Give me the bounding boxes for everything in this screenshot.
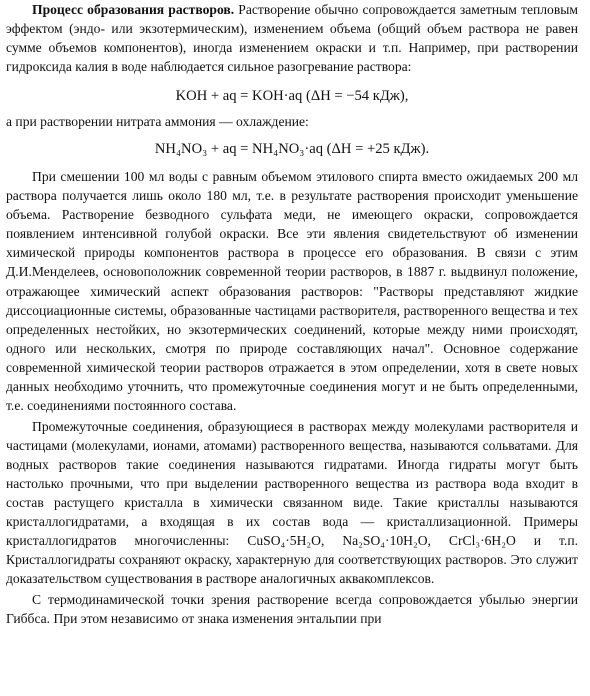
paragraph-1-text: Растворение обычно сопровождается заметным тепловым эффектом (эндо- или экзотермическим), изменением объема (общий объем раствора не равен сумме объемов компонентов), иногда изменением окраски и т.п. Например, при растворении гидроксида калия в воде наблюдается сильное разогревание раствора: (6, 2, 578, 75)
formula-koh: KOH + aq = KOH·aq (ΔH = −54 кДж), (175, 88, 409, 105)
section-heading: Процесс образования растворов. (32, 2, 235, 17)
paragraph-thermodynamics: С термодинамической точки зрения растворение всегда сопровождается убылью энергии Гиббса. При этом независимо от знака изменения энтальпии при (6, 592, 578, 627)
paragraph-dissolution-process (6, 0, 578, 76)
text-between-formulas: а при растворении нитрата аммония — охлаждение: (6, 114, 309, 130)
paragraph-solvates: Промежуточные соединения, образующиеся в растворах между молекулами растворителя и частицами (молекулами, ионами, атомами) растворенного вещества, называются сольватами. Для водных растворов такие соединения называются гидратами. Иногда гидраты могут быть настолько прочными, что при выделении растворенного вещества из раствора вода входит в состав растущего кристалла в химически связанном виде. Такие кристаллы называются кристаллогидратами, а входящая в их состав вода — кристаллизационной. Примеры кристаллогидратов многочисленны: CuSO₄·5H₂O, Na₂SO₄·10H₂O, CrCl₃·6H₂O и т.п. Кристаллогидраты сохраняют окраску, характерную для соответствующих растворов. Это служит доказательством существования в растворе аналогичных аквакомплексов. (6, 418, 578, 587)
paragraph-mendeleev: При смешении 100 мл воды с равным объемом этилового спирта вместо ожидаемых 200 мл раствора получается лишь около 180 мл, т.е. в результате растворения происходит уменьшение объема. Растворение безводного сульфата меди, не имеющего окраски, сопровождается появлением интенсивной голубой окраски. Все эти явления свидетельствуют об изменении химической природы компонентов раствора в процессе его образования. В связи с этим Д.И.Менделеев, основоположник современной теории растворов, в 1887 г. выдвинул положение, отражающее химический аспект образования растворов: "Растворы представляют жидкие диссоциационные системы, образованные частицами растворителя, растворенного вещества и тех определенных нестойких, но экзотермических соединений, которые между ними происходят, одного или нескольких, смотря по природе составляющих начал". Основное содержание современной химической теории растворов отражается в этом определении, хотя в свете новых данных необходимо уточнить, что промежуточные соединения могут и не быть определенными, т.е. соединениями постоянного состава. (6, 169, 578, 413)
formula-nh4no3: NH₄NO₃ + aq = NH₄NO₃·aq (ΔH = +25 кДж). (154, 141, 430, 158)
